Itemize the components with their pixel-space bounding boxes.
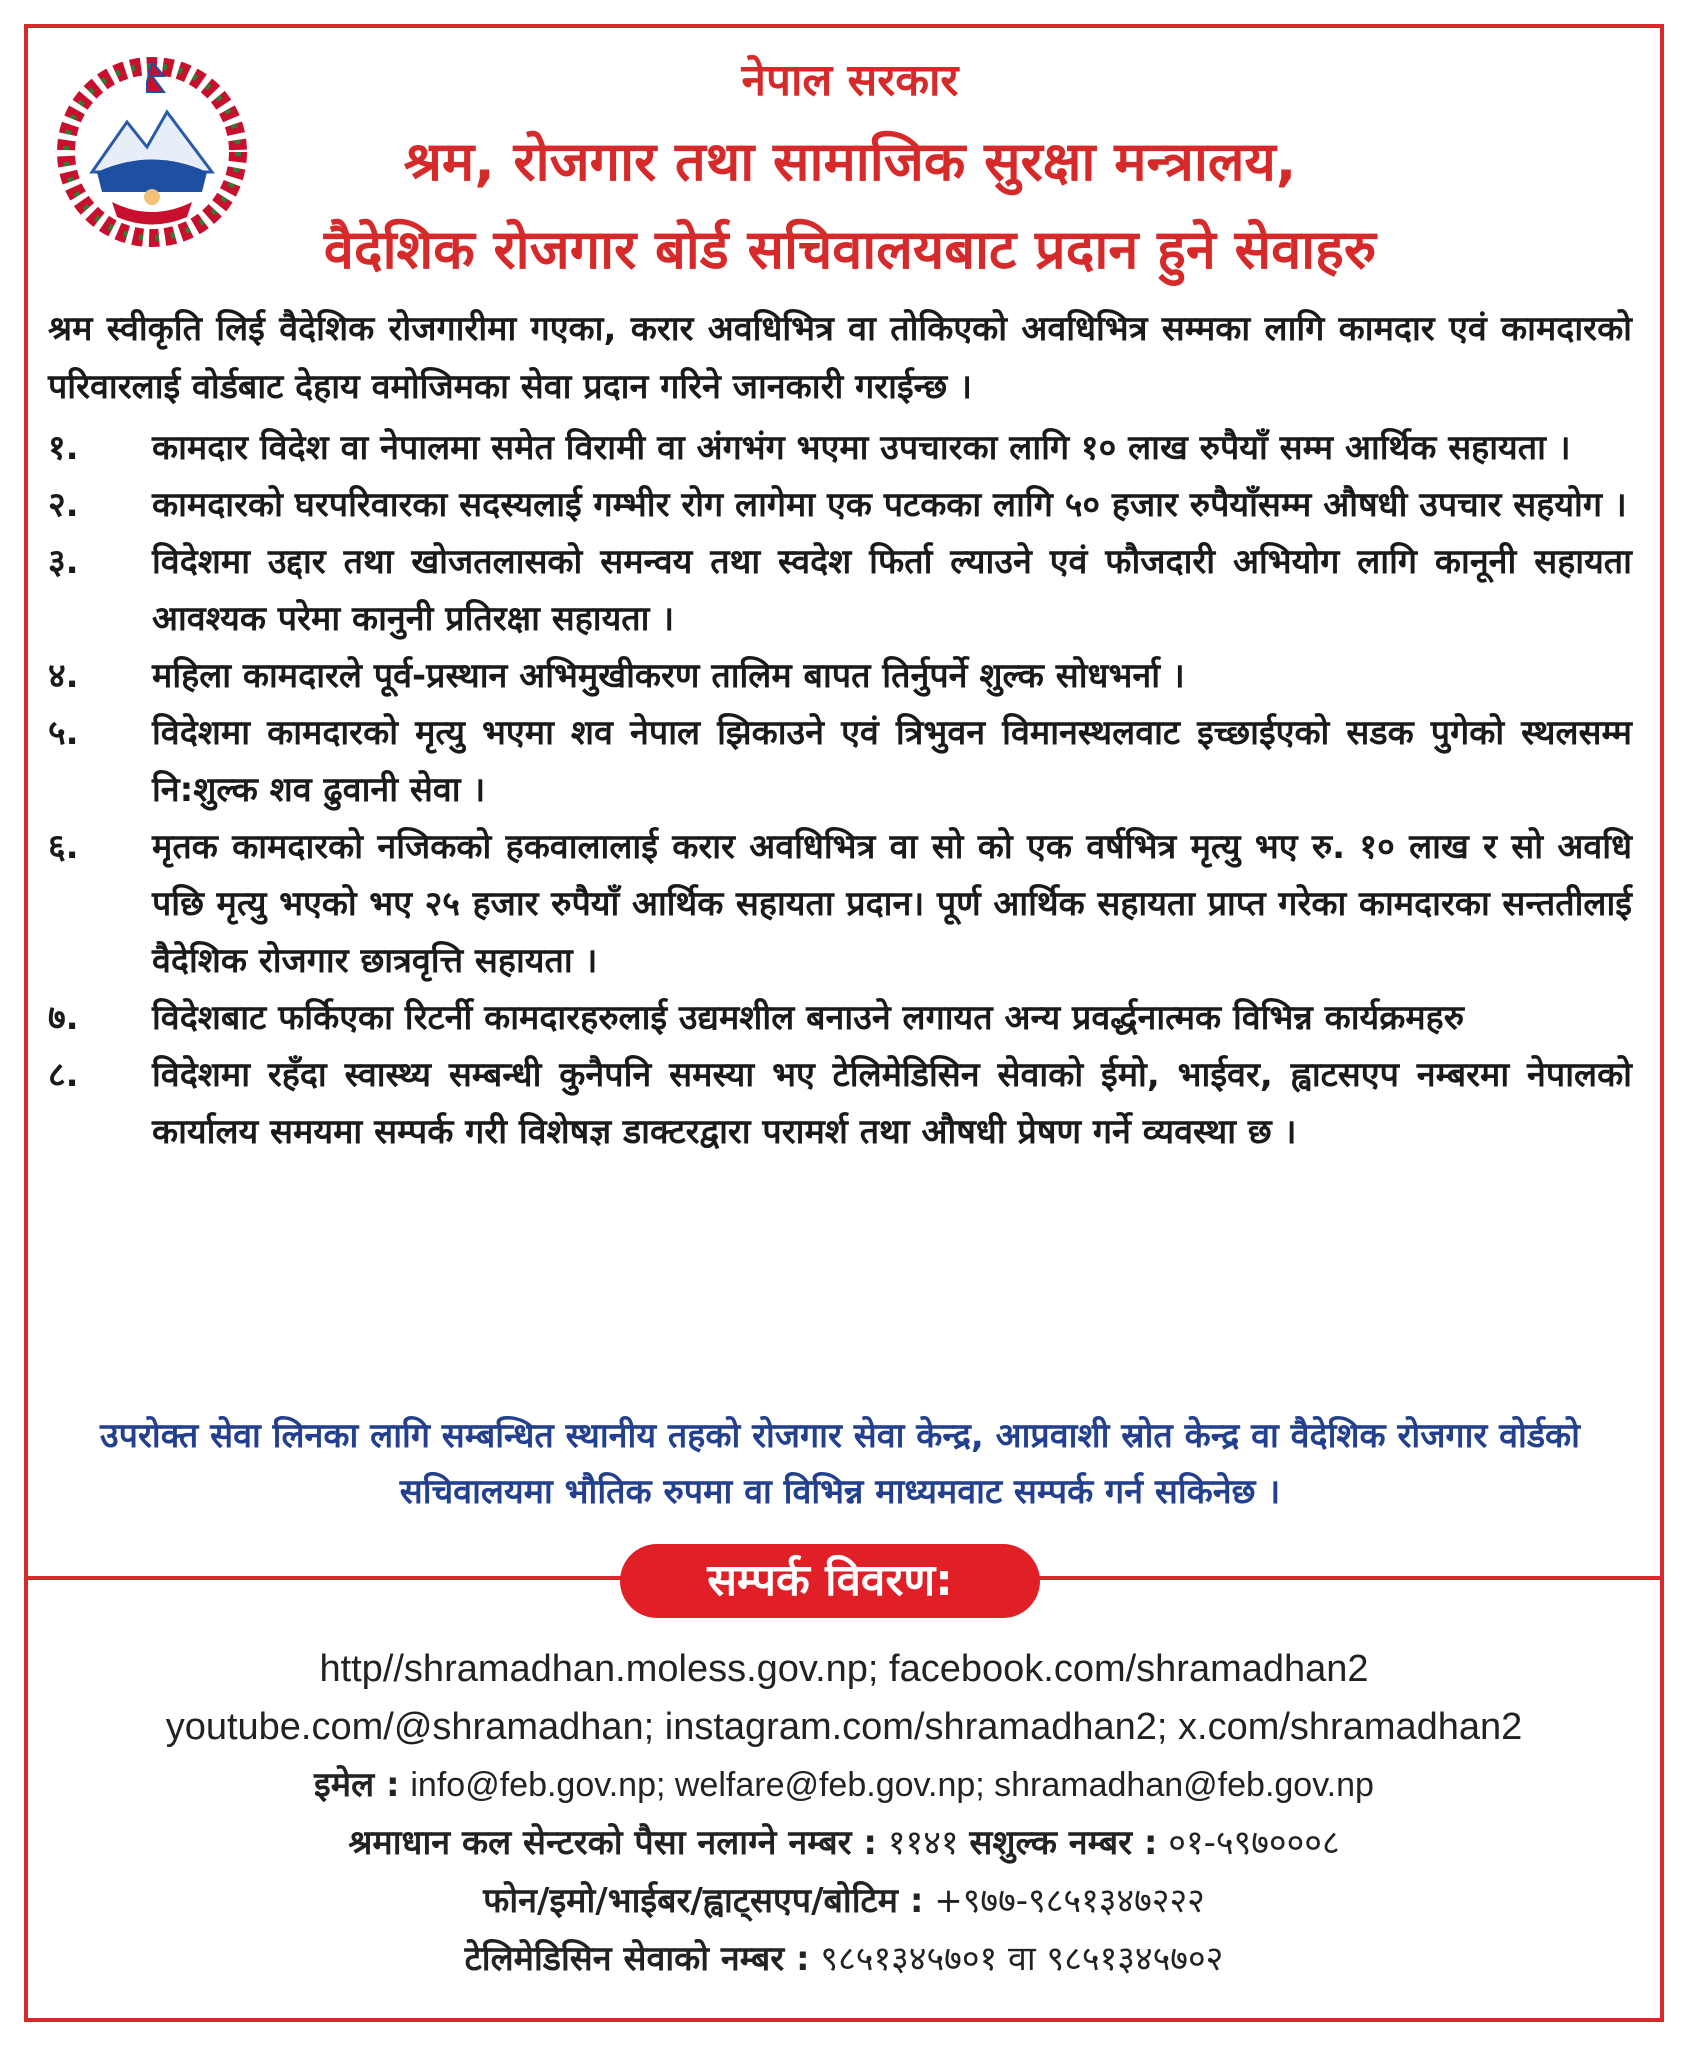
header-ministry: श्रम, रोजगार तथा सामाजिक सुरक्षा मन्त्रालय, — [403, 130, 1297, 193]
item-text: विदेशमा उद्दार तथा खोजतलासको समन्वय तथा स्वदेश फिर्ता ल्याउने एवं फौजदारी अभियोग लागि कानूनी सहायता आवश्यक परेमा कानुनी प्रतिरक्षा सहायता । — [152, 542, 1632, 639]
list-item — [48, 477, 1632, 534]
item-number: ५. — [48, 713, 79, 753]
paid-number: ०१-५९७०००८ — [1168, 1823, 1340, 1863]
item-number: ६. — [48, 827, 79, 867]
contact-heading-badge: सम्पर्क विवरण: — [620, 1544, 1040, 1618]
services-list — [48, 420, 1632, 1161]
intro-paragraph: श्रम स्वीकृति लिई वैदेशिक रोजगारीमा गएका, करार अवधिभित्र वा तोकिएको अवधिभित्र सम्मका लागि कामदार एवं कामदारको परिवारलाई वोर्डबाट देहाय वमोजिमका सेवा प्रदान गरिने जानकारी गराईन्छ । — [48, 309, 1632, 407]
web-links-line-2[interactable]: youtube.com/@shramadhan; instagram.com/shramadhan2; x.com/shramadhan2 — [165, 1706, 1523, 1748]
item-text: महिला कामदारले पूर्व-प्रस्थान अभिमुखीकरण तालिम बापत तिर्नुपर्ने शुल्क सोधभर्ना । — [152, 656, 1185, 696]
item-text: विदेशमा कामदारको मृत्यु भएमा शव नेपाल झिकाउने एवं त्रिभुवन विमानस्थलवाट इच्छाईएको सडक पुगेको स्थलसम्म नि:शुल्क शव ढुवानी सेवा । — [152, 713, 1632, 810]
item-text: विदेशबाट फर्किएका रिटर्नी कामदारहरुलाई उद्यमशील बनाउने लगायत अन्य प्रवर्द्धनात्मक विभिन्न कार्यक्रमहरु — [152, 998, 1465, 1038]
item-text: मृतक कामदारको नजिकको हकवालालाई करार अवधिभित्र वा सो को एक वर्षभित्र मृत्यु भए रु. १० लाख र सो अवधि पछि मृत्यु भएको भए २५ हजार रुपैयाँ आर्थिक सहायता प्रदान। पूर्ण आर्थिक सहायता प्राप्त गरेका कामदारका सन्ततीलाई वैदेशिक रोजगार छात्रवृत्ति सहायता । — [152, 827, 1632, 981]
email-addresses[interactable]: info@feb.gov.np; welfare@feb.gov.np; shramadhan@feb.gov.np — [410, 1766, 1374, 1804]
email-label: इमेल : — [314, 1765, 400, 1805]
phone-label: फोन/इमो/भाईबर/ह्वाट्सएप/बोटिम : — [483, 1881, 924, 1921]
list-item — [48, 819, 1632, 990]
item-number: १. — [48, 428, 79, 468]
item-text: विदेशमा रहँदा स्वास्थ्य सम्बन्धी कुनैपनि समस्या भए टेलिमेडिसिन सेवाको ईमो, भाईवर, ह्वाटसएप नम्बरमा नेपालको कार्यालय समयमा सम्पर्क गरी विशेषज्ञ डाक्टरद्वारा परामर्श तथा औषधी प्रेषण गर्ने व्यवस्था छ । — [152, 1055, 1632, 1152]
item-text: कामदारको घरपरिवारका सदस्यलाई गम्भीर रोग लागेमा एक पटकका लागि ५० हजार रुपैयाँसम्म औषधी उपचार सहयोग । — [152, 485, 1627, 525]
list-item — [48, 705, 1632, 819]
call-center-line — [40, 1814, 1648, 1872]
item-number: ३. — [48, 542, 79, 582]
item-number: ८. — [48, 1055, 79, 1095]
nepal-government-emblem-icon — [52, 52, 252, 252]
item-number: २. — [48, 485, 79, 525]
web-links-line-1[interactable]: http//shramadhan.moless.gov.np; facebook.com/shramadhan2 — [319, 1648, 1369, 1690]
item-text: कामदार विदेश वा नेपालमा समेत विरामी वा अंगभंग भएमा उपचारका लागि १० लाख रुपैयाँ सम्म आर्थिक सहायता । — [152, 428, 1571, 468]
list-item — [48, 420, 1632, 477]
phone-line — [40, 1872, 1648, 1930]
list-item — [48, 534, 1632, 648]
call-center-label: श्रमाधान कल सेन्टरको पैसा नलाग्ने नम्बर : — [348, 1823, 878, 1863]
list-item — [48, 1047, 1632, 1161]
phone-number: +९७७-९८५१३४७२२२ — [934, 1881, 1205, 1921]
telemedicine-label: टेलिमेडिसिन सेवाको नम्बर : — [464, 1939, 810, 1979]
telemedicine-numbers: ९८५१३४५७०१ वा ९८५१३४५७०२ — [820, 1939, 1224, 1979]
item-number: ४. — [48, 656, 79, 696]
service-access-note: उपरोक्त सेवा लिनका लागि सम्बन्धित स्थानीय तहको रोजगार सेवा केन्द्र, आप्रवाशी स्रोत केन्द्र वा वैदेशिक रोजगार वोर्डको सचिवालयमा भौतिक रुपमा वा विभिन्न माध्यमवाट सम्पर्क गर्न सकिनेछ । — [100, 1416, 1580, 1512]
header-services-title: वैदेशिक रोजगार बोर्ड सचिवालयबाट प्रदान हुने सेवाहरु — [323, 218, 1377, 281]
email-line — [40, 1756, 1648, 1814]
item-number: ७. — [48, 998, 79, 1038]
list-item — [48, 648, 1632, 705]
header-government: नेपाल सरकार — [741, 55, 959, 106]
contact-details — [40, 1640, 1648, 1988]
list-item — [48, 990, 1632, 1047]
paid-number-label: सशुल्क नम्बर : — [969, 1823, 1158, 1863]
telemedicine-line — [40, 1930, 1648, 1988]
call-center-number: ११४१ — [887, 1823, 959, 1863]
